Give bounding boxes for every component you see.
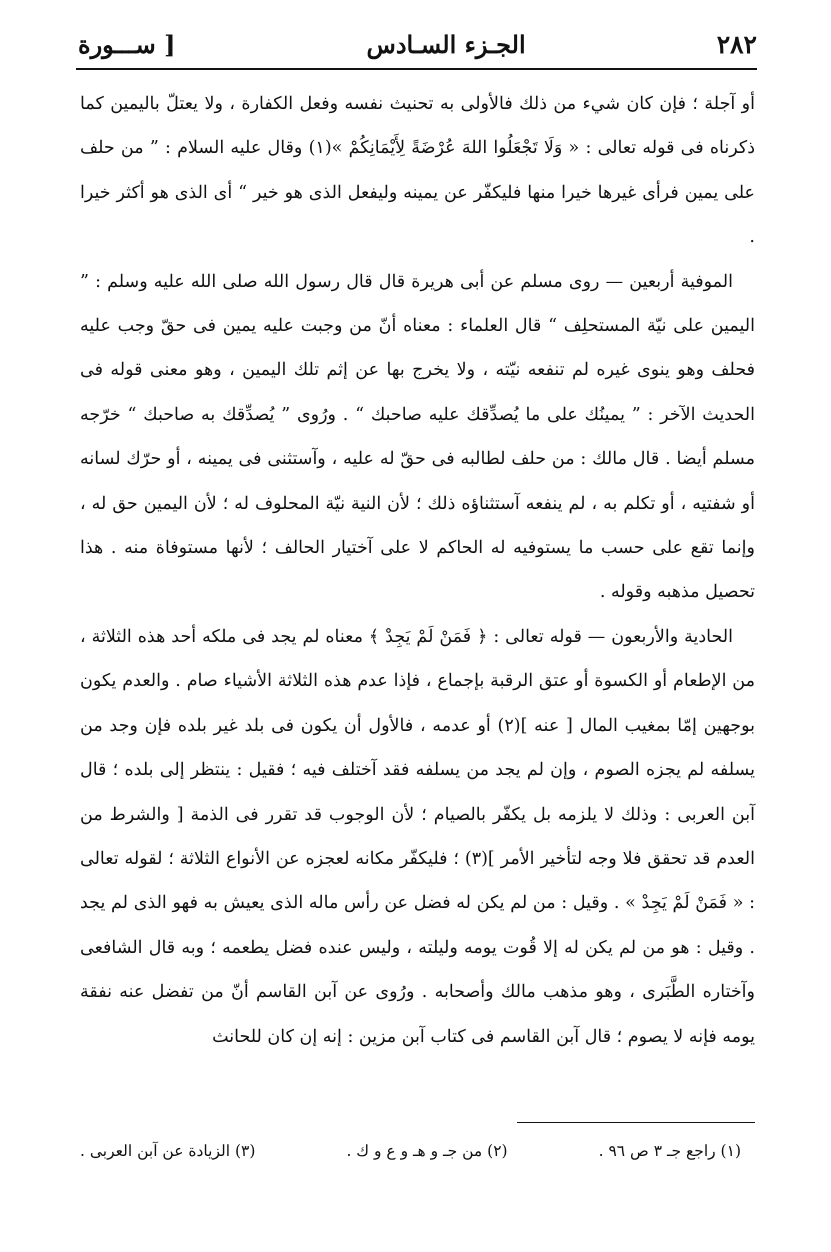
paragraph-2: الموفية أربعين — روى مسلم عن أبى هريرة قال قال رسول الله صلى الله عليه وسلم : ” اليمين على نيّة المستحلِف “ قال العلماء : معناه أنّ من وجبت عليه يمين فى حقّ وجب عليه فحلف وهو ينوى غيره لم تنفعه نيّته ، ولا يخرج بها عن إثم تلك اليمين ، وهو معنى قوله فى الحديث الآخر : ” يمينُك على ما يُصدِّقك عليه صاحبك “ . ورُوى ” يُصدِّقك به صاحبك “ خرّجه مسلم أيضا . قال مالك : من حلف لطالبه فى حقّ له عليه ، وآستثنى فى يمينه ، أو حرّك لسانه أو شفتيه ، أو تكلم به ، لم ينفعه آستثناؤه ذلك ؛ لأن النية نيّة المحلوف له ؛ لأن اليمين حق له ، وإنما تقع على حسب ما يستوفيه له الحاكم لا على آختيار الحالف ؛ لأنها مستوفاة منه . هذا تحصيل مذهبه وقوله . [80, 271, 755, 603]
footnote-rule [517, 1122, 755, 1123]
paragraph-1: أو آجلة ؛ فإن كان شيء من ذلك فالأولى به تحنيث نفسه وفعل الكفارة ، ولا يعتلّ باليمين كما ذكرناه فى قوله تعالى : « وَلَا تَجْعَلُوا اللهَ عُرْضَةً لِأَيْمَانِكُمْ »(١) وقال عليه السلام : ” من حلف على يمين فرأى غيرها خيرا منها فليكفّر عن يمينه وليفعل الذى هو خير “ أى الذى هو أكثر خيرا . [80, 94, 755, 248]
footnote-1: (١) راجع جـ ٣ ص ٩٦ . [598, 1142, 741, 1160]
page-header [78, 24, 757, 64]
sura-label: [ ســـورة [78, 29, 176, 59]
running-title: الجـزء السـادس [366, 29, 526, 59]
main-text [80, 82, 755, 1059]
footnote-2: (٢) من جـ و هـ و ع و ك . [346, 1142, 508, 1160]
page-number: ٢٨٢ [716, 29, 757, 59]
footnotes [80, 1136, 741, 1166]
header-rule [76, 68, 757, 70]
paragraph-3: الحادية والأربعون — قوله تعالى : ﴿ فَمَنْ لَمْ يَجِدْ ﴾ معناه لم يجد فى ملكه أحد هذه الثلاثة ، من الإطعام أو الكسوة أو عتق الرقبة بإجماع ، فإذا عدم هذه الثلاثة الأشياء صام . والعدم يكون بوجهين إمّا بمغيب المال [ عنه ](٢) أو عدمه ، فالأول أن يكون فى بلد غير بلده فإن وجد من يسلفه لم يجزه الصوم ، وإن لم يجد من يسلفه فقد آختلف فيه ؛ فقيل : ينتظر إلى بلده ؛ قال آبن العربى : وذلك لا يلزمه بل يكفّر بالصيام ؛ لأن الوجوب قد تقرر فى الذمة [ والشرط من العدم قد تحقق فلا وجه لتأخير الأمر ](٣) ؛ فليكفّر مكانه لعجزه عن الأنواع الثلاثة ؛ لقوله تعالى : « فَمَنْ لَمْ يَجِدْ » . وقيل : من لم يكن له فضل عن رأس ماله الذى يعيش به فهو الذى لم يجد . وقيل : هو من لم يكن له إلا قُوت يومه وليلته ، وليس عنده فضل يطعمه ؛ وبه قال الشافعى وآختاره الطَّبَرى ، وهو مذهب مالك وأصحابه . ورُوى عن آبن القاسم أنّ من تفضل عنه نفقة يومه فإنه لا يصوم ؛ قال آبن القاسم فى كتاب آبن مزين : إنه إن كان للحانث [80, 626, 755, 1047]
footnote-3: (٣) الزيادة عن آبن العربى . [80, 1142, 256, 1160]
